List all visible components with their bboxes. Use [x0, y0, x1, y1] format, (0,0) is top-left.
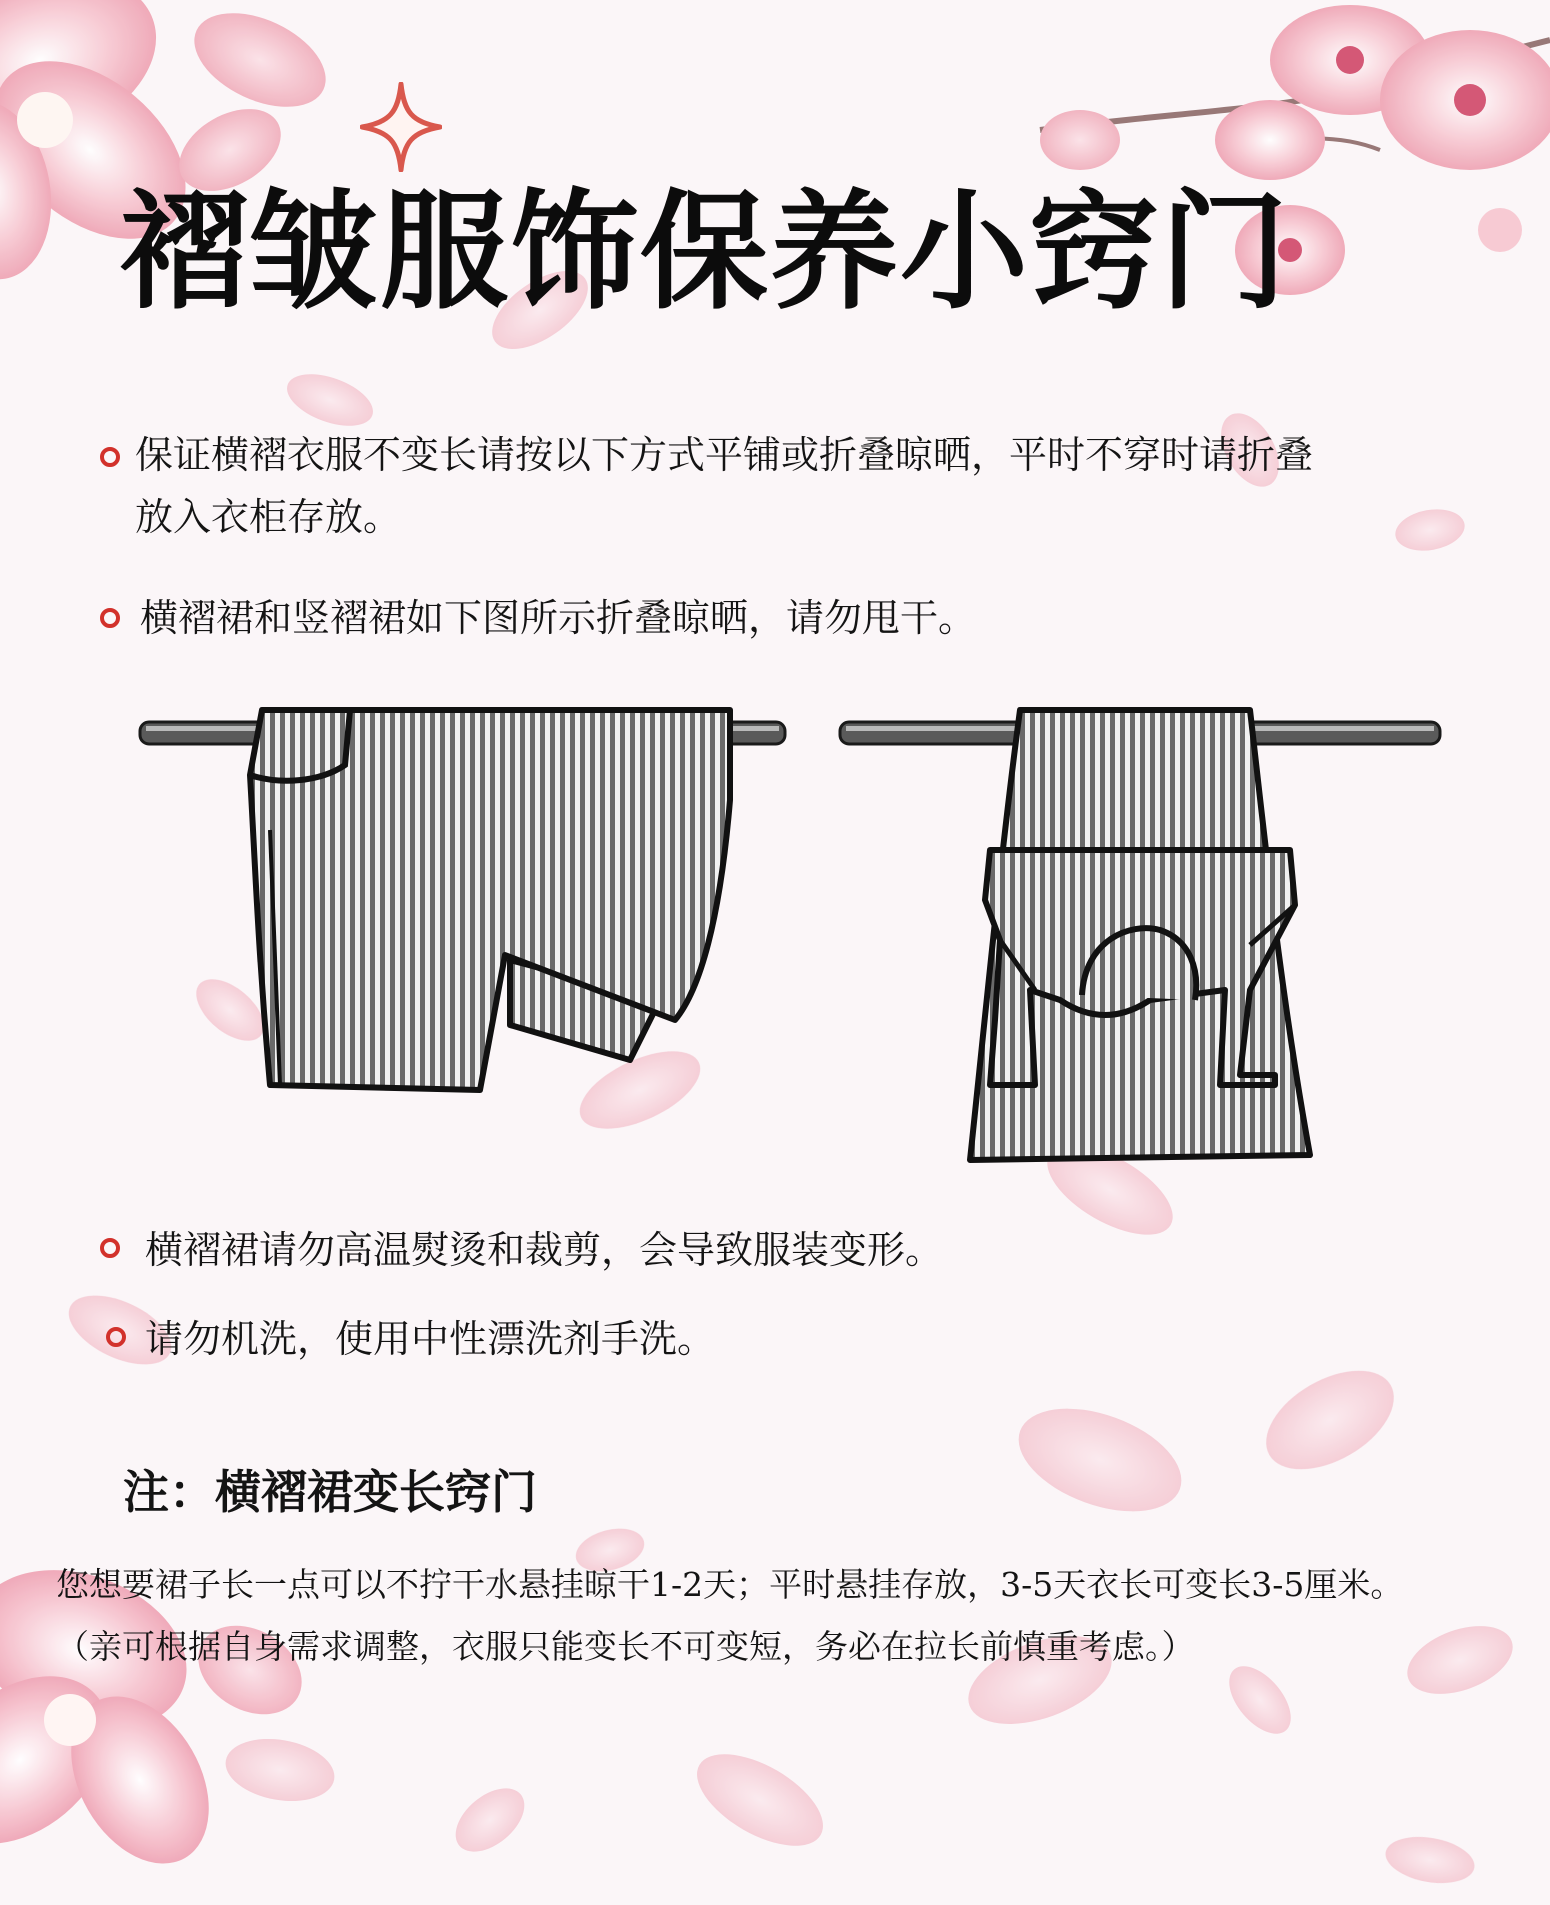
note-line-2: （亲可根据自身需求调整，衣服只能变长不可变短，务必在拉长前慎重考虑。） — [56, 1627, 1195, 1666]
folded-skirt-vertical — [970, 710, 1310, 1160]
tip-1-line-2: 放入衣柜存放。 — [135, 495, 402, 539]
tip-4-text: 请勿机洗，使用中性漂洗剂手洗。 — [145, 1317, 716, 1361]
note-line-1: 您想要裙子长一点可以不拧干水悬挂晾干1-2天；平时悬挂存放，3-5天衣长可变长3-5厘米。 — [56, 1565, 1404, 1604]
bullet-circle-icon — [100, 447, 120, 467]
note-heading: 注：横褶裙变长窍门 — [123, 1465, 537, 1519]
drying-illustration — [130, 690, 1450, 1210]
folded-skirt-horizontal — [250, 710, 730, 1090]
bullet-circle-icon — [106, 1327, 126, 1347]
sparkle-icon — [360, 82, 442, 172]
tip-2-text: 横褶裙和竖褶裙如下图所示折叠晾晒，请勿甩干。 — [140, 596, 977, 640]
tip-1-line-1: 保证横褶衣服不变长请按以下方式平铺或折叠晾晒，平时不穿时请折叠 — [135, 433, 1314, 477]
bullet-circle-icon — [100, 608, 120, 628]
bullet-circle-icon — [100, 1238, 120, 1258]
page-title: 褶皱服饰保养小窍门 — [120, 178, 1291, 327]
tip-3-text: 横褶裙请勿高温熨烫和裁剪，会导致服装变形。 — [145, 1228, 944, 1272]
